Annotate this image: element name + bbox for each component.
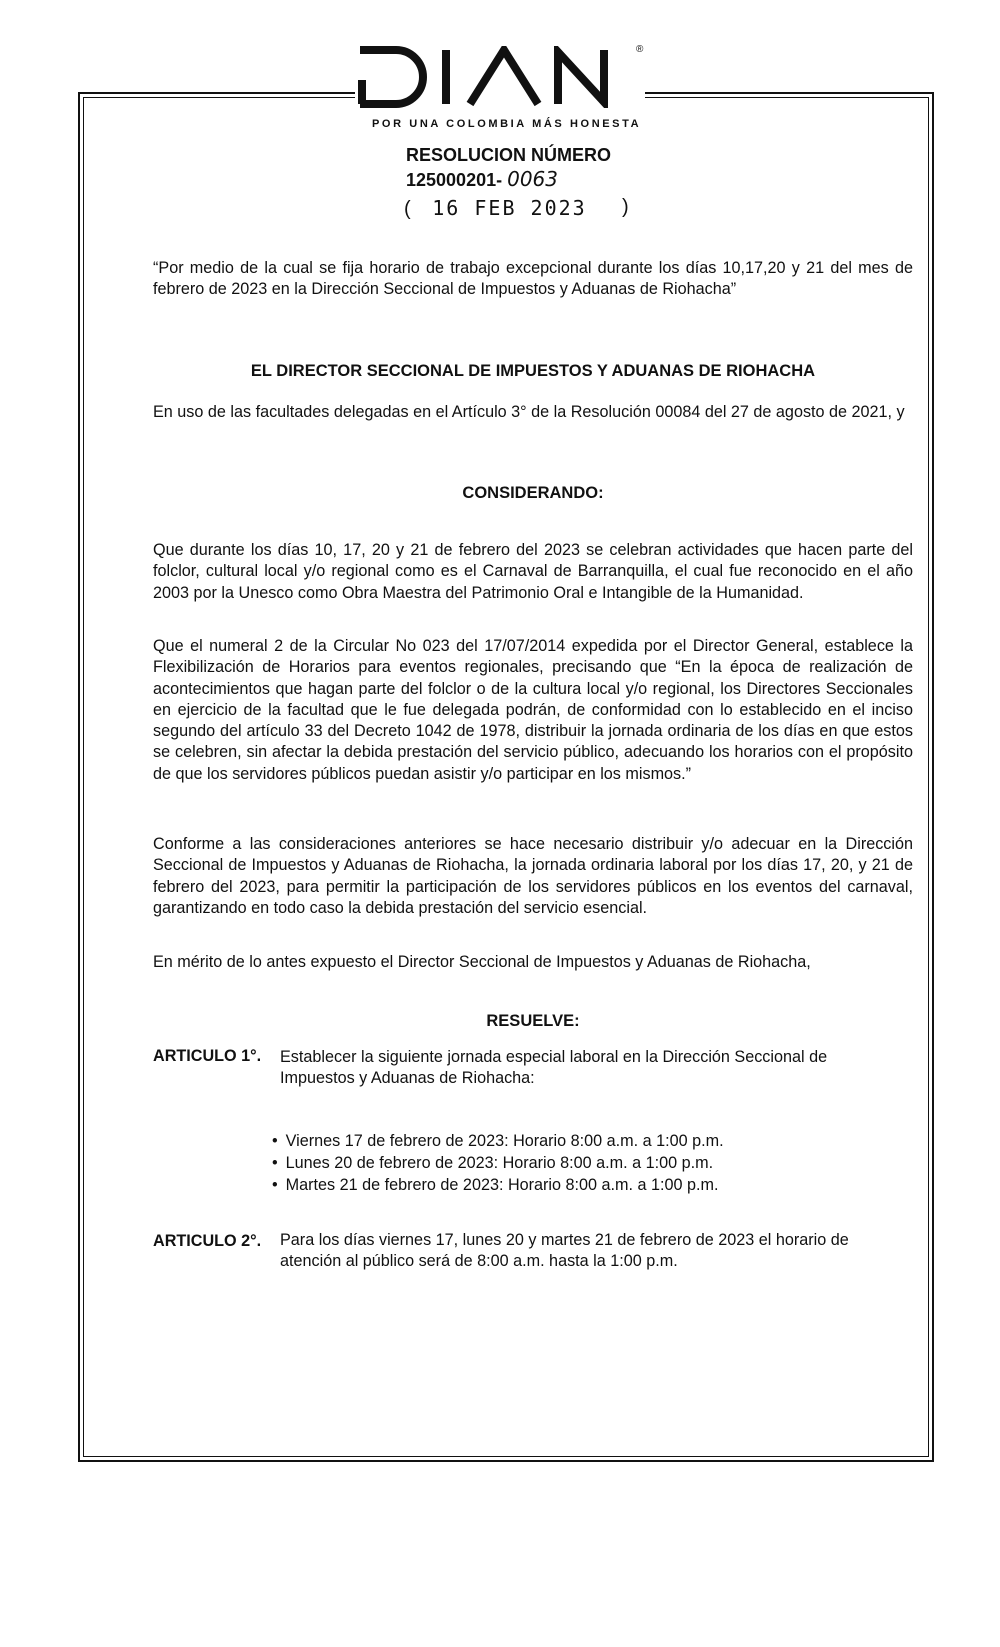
resolution-subject: “Por medio de la cual se fija horario de trabajo excepcional durante los días 10,17,20 y 21 del mes de febrero de 2023 en la Dirección Seccional de Impuestos y Aduanas de Riohacha” [153,259,913,299]
considerando-heading: CONSIDERANDO: [462,484,604,502]
article-1-schedule-list [272,1130,724,1196]
article-1-label: ARTICULO 1°. [153,1047,262,1065]
logo-tagline: POR UNA COLOMBIA MÁS HONESTA [372,118,642,130]
dian-logo [358,46,638,108]
date-stamp: 16 FEB 2023 [432,196,587,220]
resolution-number [406,167,558,191]
considerando-paragraph: Conforme a las consideraciones anteriores se hace necesario distribuir y/o adecuar en la Dirección Seccional de Impuestos y Aduanas de Riohacha, la jornada ordinaria laboral por los días 17, 20, y 21 de febrero del 2023, para permitir la participación de los servidores públicos en los eventos del carnaval, garantizando en todo caso la debida prestación del servicio esencial. [153,835,913,917]
considerando-paragraph: En mérito de lo antes expuesto el Director Seccional de Impuestos y Aduanas de Riohacha, [153,953,811,971]
article-2-text: Para los días viernes 17, lunes 20 y martes 21 de febrero de 2023 el horario de atención al público será de 8:00 a.m. hasta la 1:00 p.m. [280,1231,849,1271]
list-item: • Lunes 20 de febrero de 2023: Horario 8:00 a.m. a 1:00 p.m. [272,1152,724,1174]
resolution-title: RESOLUCION NÚMERO [406,145,612,165]
resuelve-heading: RESUELVE: [486,1012,580,1030]
faculties-paragraph: En uso de las facultades delegadas en el Artículo 3° de la Resolución 00084 del 27 de agosto de 2021, y [153,403,905,421]
date-close-paren: ) [622,196,629,218]
article-1-text: Establecer la siguiente jornada especial laboral en la Dirección Seccional de Impuestos y Aduanas de Riohacha: [280,1048,828,1088]
considerando-paragraph: Que el numeral 2 de la Circular No 023 del 17/07/2014 expedida por el Director General, establece la Flexibilización de Horarios para eventos regionales, precisando que “En la época de realización de acontecimientos que hagan parte del folclor o de la cultura local y/o regional, los Directores Seccionales en ejercicio de la facultad que le fue delegada podrán, de conformidad con lo establecido en el inciso segundo del artículo 33 del Decreto 1042 de 1978, distribuir la jornada ordinaria de los días en que estos se celebren, sin afectar la debida prestación del servicio público, adecuando los horarios con el propósito de que los servidores públicos puedan asistir y/o participar en los mismos.” [153,637,913,783]
date-open-paren: ( [404,198,411,220]
considerando-paragraph: Que durante los días 10, 17, 20 y 21 de febrero del 2023 se celebran actividades que hacen parte del folclor, cultural local y/o regional como es el Carnaval de Barranquilla, el cual fue reconocido en el año 2003 por la Unesco como Obra Maestra del Patrimonio Oral e Intangible de la Humanidad. [153,541,913,602]
authority-heading: EL DIRECTOR SECCIONAL DE IMPUESTOS Y ADUANAS DE RIOHACHA [250,362,816,380]
resolution-number-prefix: 125000201- [406,170,503,190]
registered-mark: ® [636,44,644,55]
list-item: • Viernes 17 de febrero de 2023: Horario 8:00 a.m. a 1:00 p.m. [272,1130,724,1152]
resolution-number-handwritten: 0063 [507,167,559,191]
article-2-label: ARTICULO 2°. [153,1232,262,1250]
resolution-date [404,196,629,221]
list-item: • Martes 21 de febrero de 2023: Horario 8:00 a.m. a 1:00 p.m. [272,1174,724,1196]
